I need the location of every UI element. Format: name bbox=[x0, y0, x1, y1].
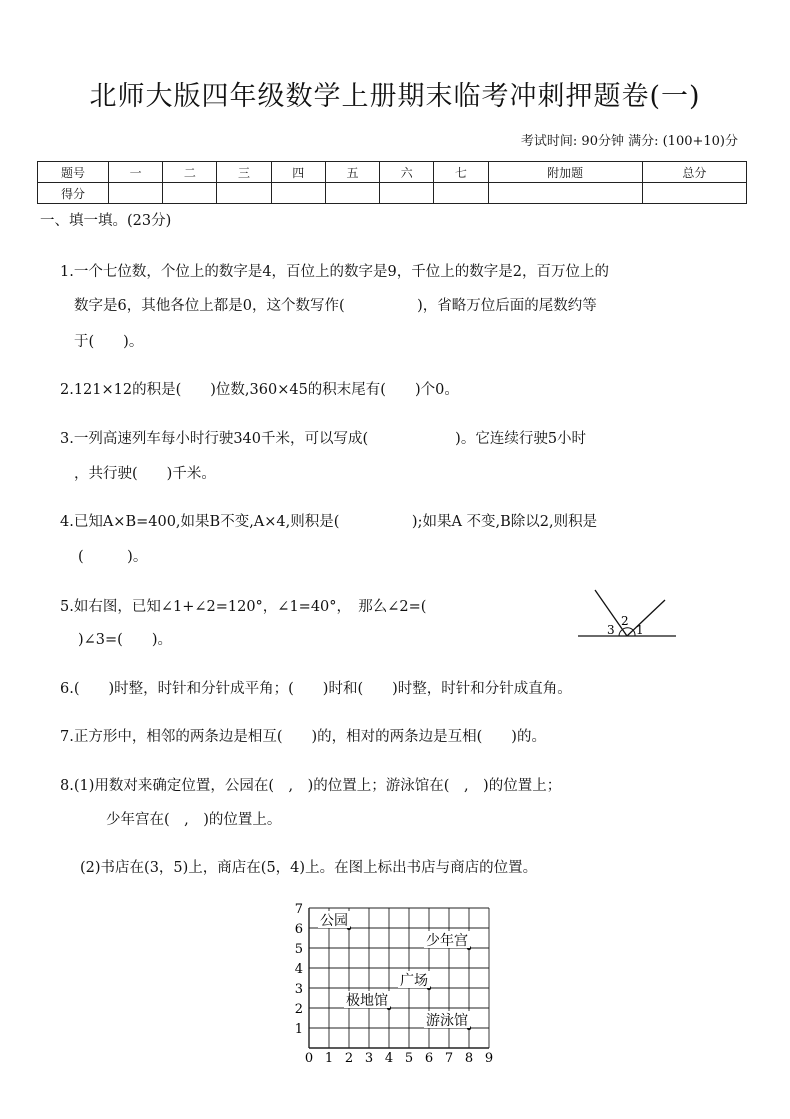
score-row-label: 得分 bbox=[38, 183, 109, 204]
score-table-score-row bbox=[38, 183, 747, 204]
score-header-cell: 总分 bbox=[642, 162, 746, 183]
score-table-header-row bbox=[38, 162, 747, 183]
angle-figure bbox=[575, 585, 680, 645]
score-table bbox=[37, 161, 747, 204]
place-label: 游泳馆 bbox=[426, 1013, 468, 1029]
question-8-line-2: 少年宫在( , )的位置上。 bbox=[106, 812, 282, 828]
score-cell[interactable] bbox=[642, 183, 746, 204]
x-tick-label: 6 bbox=[424, 1051, 434, 1066]
score-cell[interactable] bbox=[434, 183, 488, 204]
x-tick-label: 0 bbox=[304, 1051, 314, 1066]
y-tick-label: 7 bbox=[294, 902, 303, 917]
x-tick-label: 2 bbox=[344, 1051, 354, 1066]
score-cell[interactable] bbox=[109, 183, 163, 204]
y-tick-label: 5 bbox=[294, 942, 303, 957]
question-3-line-2: ，共行驶( )千米。 bbox=[74, 466, 216, 482]
score-header-cell: 一 bbox=[109, 162, 163, 183]
question-1-line-3: 于( )。 bbox=[74, 334, 144, 350]
question-2: 2.121×12的积是( )位数,360×45的积末尾有( )个0。 bbox=[60, 382, 459, 398]
score-header-cell: 题号 bbox=[38, 162, 109, 183]
score-cell[interactable] bbox=[325, 183, 379, 204]
x-tick-label: 9 bbox=[484, 1051, 494, 1066]
score-header-cell: 三 bbox=[217, 162, 271, 183]
y-tick-label: 1 bbox=[294, 1022, 303, 1037]
score-cell[interactable] bbox=[217, 183, 271, 204]
score-header-cell: 五 bbox=[325, 162, 379, 183]
angle-label-2: 2 bbox=[621, 614, 629, 628]
place-label: 极地馆 bbox=[346, 993, 388, 1009]
place-label: 广场 bbox=[400, 973, 428, 989]
section-heading: 一、填一填。(23分) bbox=[40, 213, 172, 229]
score-cell[interactable] bbox=[271, 183, 325, 204]
place-label: 公园 bbox=[320, 913, 348, 929]
question-1-line-1: 1.一个七位数，个位上的数字是4，百位上的数字是9，千位上的数字是2，百万位上的 bbox=[60, 264, 610, 280]
question-4-line-2: ( )。 bbox=[78, 549, 148, 565]
angle-ray-right bbox=[627, 600, 665, 636]
x-tick-label: 3 bbox=[364, 1051, 374, 1066]
angle-label-1: 1 bbox=[636, 623, 644, 637]
score-cell[interactable] bbox=[488, 183, 642, 204]
question-7: 7.正方形中，相邻的两条边是相互( )的，相对的两条边是互相( )的。 bbox=[60, 729, 546, 745]
question-8-line-3: (2)书店在(3，5)上，商店在(5，4)上。在图上标出书店与商店的位置。 bbox=[80, 860, 538, 876]
y-tick-label: 4 bbox=[294, 962, 303, 977]
angle-3-arc bbox=[619, 630, 623, 637]
score-header-cell: 四 bbox=[271, 162, 325, 183]
question-5-line-1: 5.如右图，已知∠1+∠2=120°，∠1=40°， 那么∠2=( bbox=[60, 599, 427, 615]
angle-1-arc bbox=[633, 630, 635, 636]
x-tick-label: 7 bbox=[444, 1051, 454, 1066]
exam-meta: 考试时间: 90分钟 满分: (100+10)分 bbox=[520, 134, 738, 149]
question-3-line-1: 3.一列高速列车每小时行驶340千米，可以写成( )。它连续行驶5小时 bbox=[60, 431, 587, 447]
angle-2-arc bbox=[623, 628, 634, 630]
x-tick-label: 5 bbox=[404, 1051, 414, 1066]
place-label: 少年宫 bbox=[426, 933, 468, 949]
score-cell[interactable] bbox=[163, 183, 217, 204]
angle-label-3: 3 bbox=[607, 623, 615, 637]
question-5-line-2: )∠3=( )。 bbox=[78, 632, 172, 648]
x-tick-label: 4 bbox=[384, 1051, 394, 1066]
score-header-cell: 二 bbox=[163, 162, 217, 183]
question-8-line-1: 8.(1)用数对来确定位置，公园在( , )的位置上；游泳馆在( , )的位置上； bbox=[60, 778, 562, 794]
score-cell[interactable] bbox=[380, 183, 434, 204]
question-1-line-2: 数字是6，其他各位上都是0，这个数写作( )，省略万位后面的尾数约等 bbox=[74, 298, 597, 314]
y-tick-label: 6 bbox=[294, 922, 303, 937]
x-tick-label: 8 bbox=[464, 1051, 474, 1066]
score-header-cell: 六 bbox=[380, 162, 434, 183]
question-6: 6.( )时整，时针和分针成平角；( )时和( )时整，时针和分针成直角。 bbox=[60, 681, 572, 697]
page-title: 北师大版四年级数学上册期末临考冲刺押题卷(一) bbox=[89, 81, 701, 112]
question-4-line-1: 4.已知A×B=400,如果B不变,A×4,则积是( );如果A 不变,B除以2,则积是 bbox=[60, 514, 598, 530]
score-header-cell: 附加题 bbox=[488, 162, 642, 183]
y-tick-label: 2 bbox=[294, 1002, 303, 1017]
coordinate-grid bbox=[290, 898, 505, 1070]
score-header-cell: 七 bbox=[434, 162, 488, 183]
x-tick-label: 1 bbox=[324, 1051, 334, 1066]
y-tick-label: 3 bbox=[294, 982, 303, 997]
